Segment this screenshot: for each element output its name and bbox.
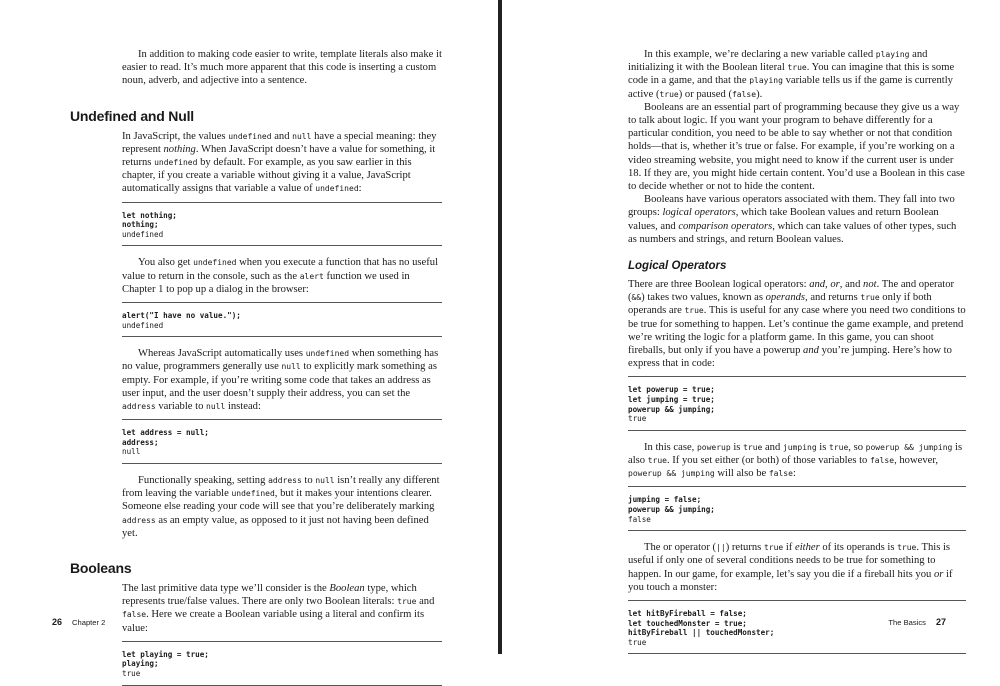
- subsection-heading-logical-operators: Logical Operators: [628, 260, 727, 273]
- code-input-line: powerup && jumping;: [628, 404, 715, 414]
- running-footer-label: Chapter 2: [72, 618, 106, 627]
- right-page: [502, 0, 1000, 654]
- code-output-line: undefined: [122, 320, 164, 330]
- paragraph: Booleans are an essential part of programming because they give us a way to talk about logic. If you want your program to behave differently for a particular condition, you need to be able to say whether or not that condition holds—that is, whether it’s true or false. For example, if you’re working on a video streaming website, you might need to know if the current user is under 18. If they are, you might hide certain content. You’d use a Boolean in this case to decide whether or not to hide the content.: [628, 101, 965, 193]
- running-footer-label: The Basics: [888, 618, 926, 627]
- code-input-line: address;: [122, 437, 159, 447]
- code-input-line: hitByFireball || touchedMonster;: [628, 628, 775, 638]
- code-output-line: true: [628, 637, 647, 647]
- paragraph: Whereas JavaScript automatically uses undefined when something has no value, programmers generally use null to explicitly mark something as empty. For example, if you’re writing some code that takes an address as user input, and the user doesn’t supply their address, you can set the address variable to null instead:: [122, 348, 439, 413]
- paragraph: There are three Boolean logical operators: and, or, and not. The and operator (&&) takes two values, known as operands, and returns true only if both operands are true. This is useful for any case where you need two conditions to be true for something to happen. Let’s continue the game example, and pretend we’re writing the logic for a platform game. In this game, you can shoot fireballs, but only if you have a powerup and you’re jumping. Here’s how to express that in code:: [628, 279, 966, 370]
- code-input-line: let hitByFireball = false;: [628, 609, 747, 619]
- paragraph: The last primitive data type we’ll consider is the Boolean type, which represents true/false values. There are only two Boolean literals: true and false. Here we create a Boolean variable using a literal and confirm its value:: [122, 583, 435, 634]
- code-block: [628, 486, 966, 531]
- code-input-line: let powerup = true;: [628, 385, 715, 395]
- paragraph: The or operator (||) returns true if either of its operands is true. This is useful if only one of several conditions needs to be true for something to happen. In our game, for example, let’s say you die if a fireball hits you or if you touch a monster:: [628, 542, 953, 593]
- code-block: [122, 202, 442, 247]
- page-number: 26: [52, 617, 63, 627]
- code-input-line: alert("I have no value.");: [122, 311, 241, 321]
- code-input-line: let playing = true;: [122, 649, 209, 659]
- code-output-line: undefined: [122, 229, 164, 239]
- code-output-line: true: [122, 669, 141, 679]
- left-page: [0, 0, 498, 679]
- right-page-folio: [888, 617, 946, 627]
- code-output-line: true: [628, 414, 647, 424]
- paragraph: In this example, we’re declaring a new variable called playing and initializing it with the Boolean literal true. You can imagine that this is some code in a game, and that the playing variable tells us if the game is currently active (true) or paused (false).: [628, 49, 955, 100]
- code-output-line: false: [628, 514, 651, 524]
- code-input-line: jumping = false;: [628, 495, 702, 505]
- code-block: [122, 419, 442, 464]
- code-block: [628, 376, 966, 430]
- paragraph: In JavaScript, the values undefined and null have a special meaning: they represent nothing. When JavaScript doesn’t have a value for something, it returns undefined by default. For example, as you saw earlier in this chapter, if you create a variable without giving it a value, JavaScript automatically assigns that variable a value of undefined:: [122, 130, 437, 195]
- code-input-line: let nothing;: [122, 210, 177, 220]
- paragraph: In addition to making code easier to write, template literals also make it easier to read. It’s much more apparent that this code is inserting a custom noun, adverb, and adjective into a sentence.: [122, 49, 442, 87]
- code-block: [628, 600, 966, 654]
- paragraph: In this case, powerup is true and jumping is true, so powerup && jumping is also true. If you set either (or both) of those variables to false, however, powerup && jumping will also be false:: [628, 441, 963, 480]
- paragraph: Booleans have various operators associated with them. They fall into two groups: logical operators, which take Boolean values and return Boolean values, and comparison operators, which can take values of other types, such as numbers and strings, and return Boolean values.: [628, 194, 957, 245]
- section-heading-booleans: Booleans: [70, 560, 132, 577]
- code-input-line: let address = null;: [122, 428, 209, 438]
- code-input-line: playing;: [122, 659, 159, 669]
- left-page-folio: [52, 617, 105, 627]
- code-block: [122, 302, 442, 337]
- paragraph: You also get undefined when you execute a function that has no useful value to return in the console, such as the alert function we used in Chapter 1 to pop up a dialog in the browser:: [122, 257, 439, 295]
- code-input-line: nothing;: [122, 220, 159, 230]
- page-number: 27: [935, 617, 946, 627]
- right-page-content: [628, 48, 966, 654]
- code-output-line: null: [122, 447, 141, 457]
- left-page-content: [70, 48, 442, 686]
- section-heading-undefined-null: Undefined and Null: [70, 107, 194, 124]
- code-input-line: let touchedMonster = true;: [628, 618, 747, 628]
- code-input-line: powerup && jumping;: [628, 505, 715, 515]
- paragraph: Functionally speaking, setting address to null isn’t really any different from leaving the variable undefined, but it makes your intentions clearer. Someone else reading your code will see that you’re deliberately marking address as an empty value, as opposed to it just not having been defined yet.: [122, 475, 440, 539]
- code-block: [122, 641, 442, 686]
- code-input-line: let jumping = true;: [628, 395, 715, 405]
